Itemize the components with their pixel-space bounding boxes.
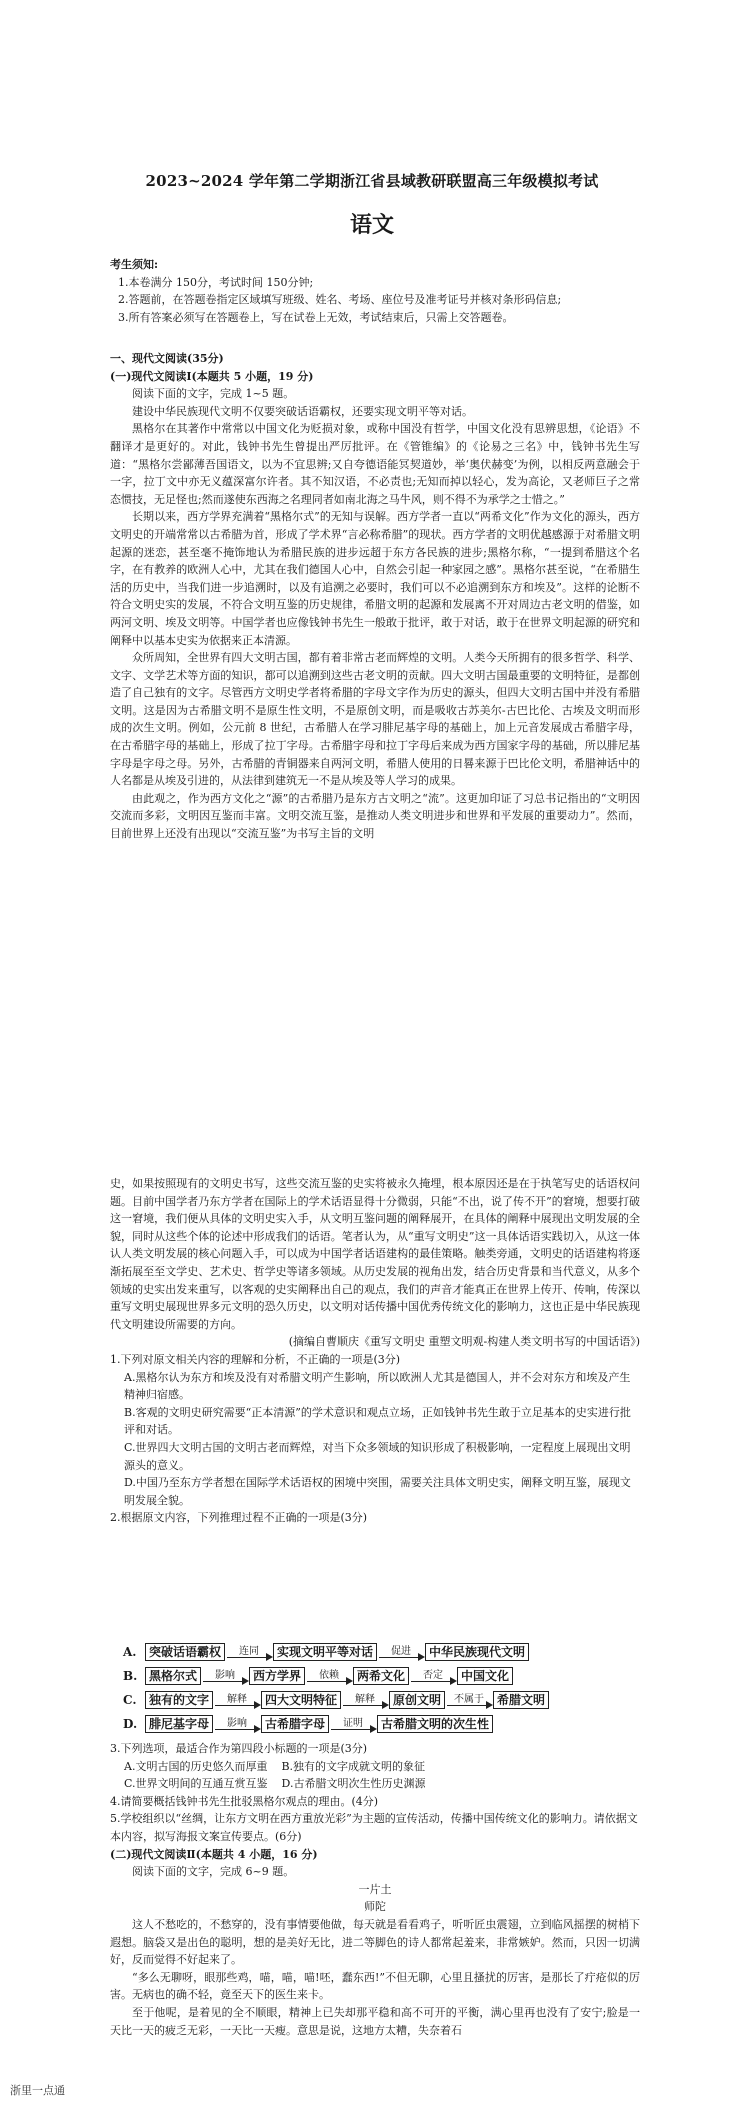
q1-option: B.客观的文明史研究需要“正本清源”的学术意识和观点立场，正如钱钟书先生敢于立足基本的史实进行批评和对话。 <box>124 1405 631 1437</box>
question-1-stem: 1.下列对原文相关内容的理解和分析，不正确的一项是(3分) <box>110 1352 401 1366</box>
attribution: (摘编自曹顺庆《重写文明史 重塑文明观-构建人类文明书写的中国话语》) <box>288 1335 640 1349</box>
notice-item: 2.答题前，在答题卷指定区域填写班级、姓名、考场、座位号及准考证号并核对条形码信息; <box>118 293 562 307</box>
flow-row-a <box>123 1640 643 1664</box>
flow-arrow: 影响 <box>213 1719 261 1730</box>
flow-row-c <box>123 1688 643 1712</box>
q1-option: D.中国乃至东方学者想在国际学术话语权的困境中突围，需要关注具体文明史实，阐释文明互鉴，展现文明发展全貌。 <box>124 1476 631 1507</box>
instruction: 阅读下面的文字，完成 1~5 题。 <box>132 387 295 401</box>
flow-row-d <box>123 1712 643 1736</box>
flow-box: 两希文化 <box>353 1667 409 1685</box>
subject-title: 语文 <box>349 212 394 238</box>
flow-row-b <box>123 1664 643 1688</box>
flow-arrow: 连同 <box>225 1647 273 1658</box>
flow-box: 黑格尔式 <box>145 1667 201 1685</box>
passage-paragraph: 众所周知，全世界有四大文明古国，都有着非常古老而辉煌的文明。人类今天所拥有的很多哲学、科学、文字、文学艺术等方面的知识，都可以追溯到这些古老文明的贡献。四大文明古国最重要的文明特征，是都创造了自己独有的文字。尽管西方文明史学者将希腊的字母文字作为历史的源头，但四大文明古国中并没有希腊文明。这是因为古希腊文明不是原生性文明，不是原创文明，而是吸收古苏美尔-古巴比伦、古埃及文明而形成的次生文明。例如，公元前 8 世纪，古希腊人在学习腓尼基字母的基础上，加上元音发展成古希腊字母，在古希腊字母的基础上，形成了拉丁字母。古希腊字母和拉丁字母后来成为西方国家字母的基础，所以腓尼基字母是字母之母。另外，古希腊的青铜器来自两河文明，希腊人使用的日晷来源于巴比伦文明，希腊神话中的人名都是从埃及引进的，从法律到建筑无一不是从埃及等人学习的成果。 <box>110 651 640 788</box>
flow-box: 古希腊字母 <box>261 1715 329 1733</box>
q3-option: C.世界文明间的互通互赏互鉴 <box>124 1777 268 1791</box>
section-heading: 一、现代文阅读(35分) <box>110 352 224 365</box>
q1-option: C.世界四大文明古国的文明古老而辉煌，对当下众多领域的知识形成了积极影响，一定程度上展现出文明源头的意义。 <box>124 1440 631 1472</box>
question-5-stem: 5.学校组织以“丝绸，让东方文明在西方重放光彩”为主题的宣传活动，传播中国传统文化的影响力。请依据文本内容，拟写海报文案宣传要点。(6分) <box>110 1812 638 1843</box>
reading-part-3 <box>110 1740 640 2039</box>
flow-box: 古希腊文明的次生性 <box>377 1715 493 1733</box>
flow-letter: D. <box>123 1717 138 1731</box>
notice-section <box>110 256 640 326</box>
flow-box: 实现文明平等对话 <box>273 1643 377 1661</box>
flow-arrow: 不属于 <box>445 1695 493 1706</box>
flow-arrow: 解释 <box>341 1695 389 1706</box>
story-author: 师陀 <box>364 1900 386 1914</box>
story-paragraph: 至于他呢，是着见的全不顺眼，精神上已失却那平稳和高不可开的平衡，满心里再也没有了安宁;脸是一天比一天的疲乏无彩，一天比一天瘦。意思是说，这地方太糟，失奈着石 <box>110 2005 640 2037</box>
story-title: 一片土 <box>358 1882 392 1896</box>
flow-letter: B. <box>123 1669 138 1683</box>
passage-paragraph: 长期以来，西方学界充满着“黑格尔式”的无知与误解。西方学者一直以“两希文化”作为文化的源头，西方文明史的开端常常以古希腊为首，形成了学术界“言必称希腊”的现状。西方学者的文明优越感源于对希腊文明起源的迷恋，甚至毫不掩饰地认为希腊民族的进步远超于东方各民族的进步;黑格尔称，“一提到希腊这个名字，在有教养的欧洲人心中，尤其在我们德国人心中，自然会引起一种家园之感”。黑格尔甚至说，“在希腊生活的历史中，当我们进一步追溯时，以及有追溯之必要时，我们可以不必追溯到东方和埃及”。这样的论断不符合文明史实的发展，不符合文明互鉴的历史规律，希腊文明的起源和发展离不开对周边古老文明的借鉴，如两河文明、埃及文明等。中国学者也应像钱钟书先生一般敢于批评，敢于对话，敢于在世界文明起源的研究和阐释中以基本史实为依据来正本清源。 <box>110 510 640 647</box>
reading-part-1 <box>110 350 640 843</box>
q2-flow-diagram <box>123 1640 643 1736</box>
flow-arrow: 影响 <box>201 1671 249 1682</box>
q3-options-row <box>110 1775 640 1793</box>
passage-paragraph: 建设中华民族现代文明不仅要突破话语霸权，还要实现文明平等对话。 <box>132 404 473 418</box>
q3-option: D.古希腊文明次生性历史渊源 <box>281 1777 426 1791</box>
story-paragraph: 这人不愁吃的，不愁穿的，没有事情要他做，每天就是看看鸡子，听听匠虫震翅，立到临风摇摆的树梢下遐想。脑袋又是出色的聪明，想的是美好无比，进二等脚色的诗人都常起羞来，非常嫉妒。然而，只因一切满好，反而觉得不好起来了。 <box>110 1917 640 1967</box>
flow-box: 腓尼基字母 <box>145 1715 213 1733</box>
flow-box: 原创文明 <box>389 1691 445 1709</box>
flow-box: 突破话语霸权 <box>145 1643 225 1661</box>
notice-item: 3.所有答案必须写在答题卷上，写在试卷上无效，考试结束后，只需上交答题卷。 <box>118 310 514 324</box>
q3-options-row <box>110 1758 640 1776</box>
passage-paragraph: 黑格尔在其著作中常常以中国文化为贬损对象，或称中国没有哲学，中国文化没有思辨思想，《论语》不翻译才是更好的。对此，钱钟书先生曾提出严厉批评。在《管锥编》的《论易之三名》中，钱钟书先生写道：“黑格尔尝鄙薄吾国语文，以为不宜思辨;又自夸德语能冥契道妙，举‘奥伏赫变’为例，以相反两意融会于一字，拉丁文中亦无义蕴深富尔许者。其不知汉语，不必责也;无知而掉以轻心，发为高论，又老师巨子之常态惯技，无足怪也;然而遂使东西海之名理同者如南北海之马牛风，则不得不为承学之士惜之。” <box>110 422 640 506</box>
exam-title: 2023~2024 学年第二学期浙江省县域教研联盟高三年级模拟考试 <box>145 172 599 190</box>
watermark-text: 浙里一点通 <box>10 2084 65 2097</box>
passage-paragraph: 由此观之，作为西方文化之“源”的古希腊乃是东方古文明之“流”。这更加印证了习总书记指出的“文明因交流而多彩，文明因互鉴而丰富。文明交流互鉴，是推动人类文明进步和世界和平发展的重要动力”。然而，目前世界上还没有出现以“交流互鉴”为书写主旨的文明 <box>110 791 640 841</box>
flow-arrow: 证明 <box>329 1719 377 1730</box>
notice-heading: 考生须知: <box>110 258 159 271</box>
flow-box: 中华民族现代文明 <box>425 1643 529 1661</box>
flow-box: 希腊文明 <box>493 1691 549 1709</box>
flow-arrow: 依赖 <box>305 1671 353 1682</box>
flow-box: 西方学界 <box>249 1667 305 1685</box>
flow-letter: A. <box>123 1645 137 1659</box>
flow-arrow: 否定 <box>409 1671 457 1682</box>
subsection-heading: (一)现代文阅读Ⅰ(本题共 5 小题，19 分) <box>110 369 314 383</box>
subsection-heading: (二)现代文阅读Ⅱ(本题共 4 小题，16 分) <box>110 1847 318 1861</box>
q3-option: A.文明古国的历史悠久而厚重 <box>124 1759 268 1773</box>
flow-box: 独有的文字 <box>145 1691 213 1709</box>
flow-box: 中国文化 <box>457 1667 513 1685</box>
passage-paragraph: 史，如果按照现有的文明史书写，这些交流互鉴的史实将被永久掩埋，根本原因还是在于执笔写史的话语权问题。目前中国学者乃东方学者在国际上的学术话语显得十分微弱，只能“不出，说了传不开”的窘境，想要打破这一窘境，我们便从具体的文明史实入手，从文明互鉴问题的阐释展开，在具体的阐释中展现出文明发展的全貌，同时从这些个体的论述中形成我们的话语。笔者认为，从“重写文明史”这一具体话语实践切入，从这一体认人类文明发展的核心问题入手，可以成为中国学者话语建构的最佳策略。触类旁通，文明史的话语建构将逐渐拓展至至文学史、艺术史、哲学史等诸多领域。从历史发展的视角出发，结合历史背景和当代意义，从多个领域的史实出发来重写，以客观的史实阐释出自己的观点，我们的声音才能真正在世界上传开、传响，传深以重写文明史展现世界多元文明的恐久历史，以文明对话传播中国优秀传统文化的影响力，这也正是中华民族现代文明建设所需要的方向。 <box>110 1177 640 1331</box>
q1-option: A.黑格尔认为东方和埃及没有对希腊文明产生影响，所以欧洲人尤其是德国人，并不会对东方和埃及产生精神归宿感。 <box>124 1370 631 1402</box>
story-paragraph: “多么无聊呀，眼那些鸡，喵，喵，喵!呸，蠢东西!”不但无聊，心里且搔扰的厉害，是那长了疔疮似的厉害。无病也的确不轻，竟至天下的医生来卡。 <box>110 1970 640 2002</box>
flow-arrow: 解释 <box>213 1695 261 1706</box>
q3-option: B.独有的文字成就文明的象征 <box>281 1759 426 1773</box>
flow-arrow: 促进 <box>377 1647 425 1658</box>
question-2-stem: 2.根据原文内容，下列推理过程不正确的一项是(3分) <box>110 1511 368 1525</box>
notice-item: 1.本卷满分 150分，考试时间 150分钟; <box>118 275 314 289</box>
question-4-stem: 4.请简要概括钱钟书先生批驳黑格尔观点的理由。(4分) <box>110 1794 379 1808</box>
question-3-stem: 3.下列选项，最适合作为第四段小标题的一项是(3分) <box>110 1742 368 1755</box>
reading-part-2 <box>110 1175 640 1527</box>
flow-box: 四大文明特征 <box>261 1691 341 1709</box>
instruction: 阅读下面的文字，完成 6~9 题。 <box>132 1865 295 1879</box>
flow-letter: C. <box>123 1693 137 1707</box>
